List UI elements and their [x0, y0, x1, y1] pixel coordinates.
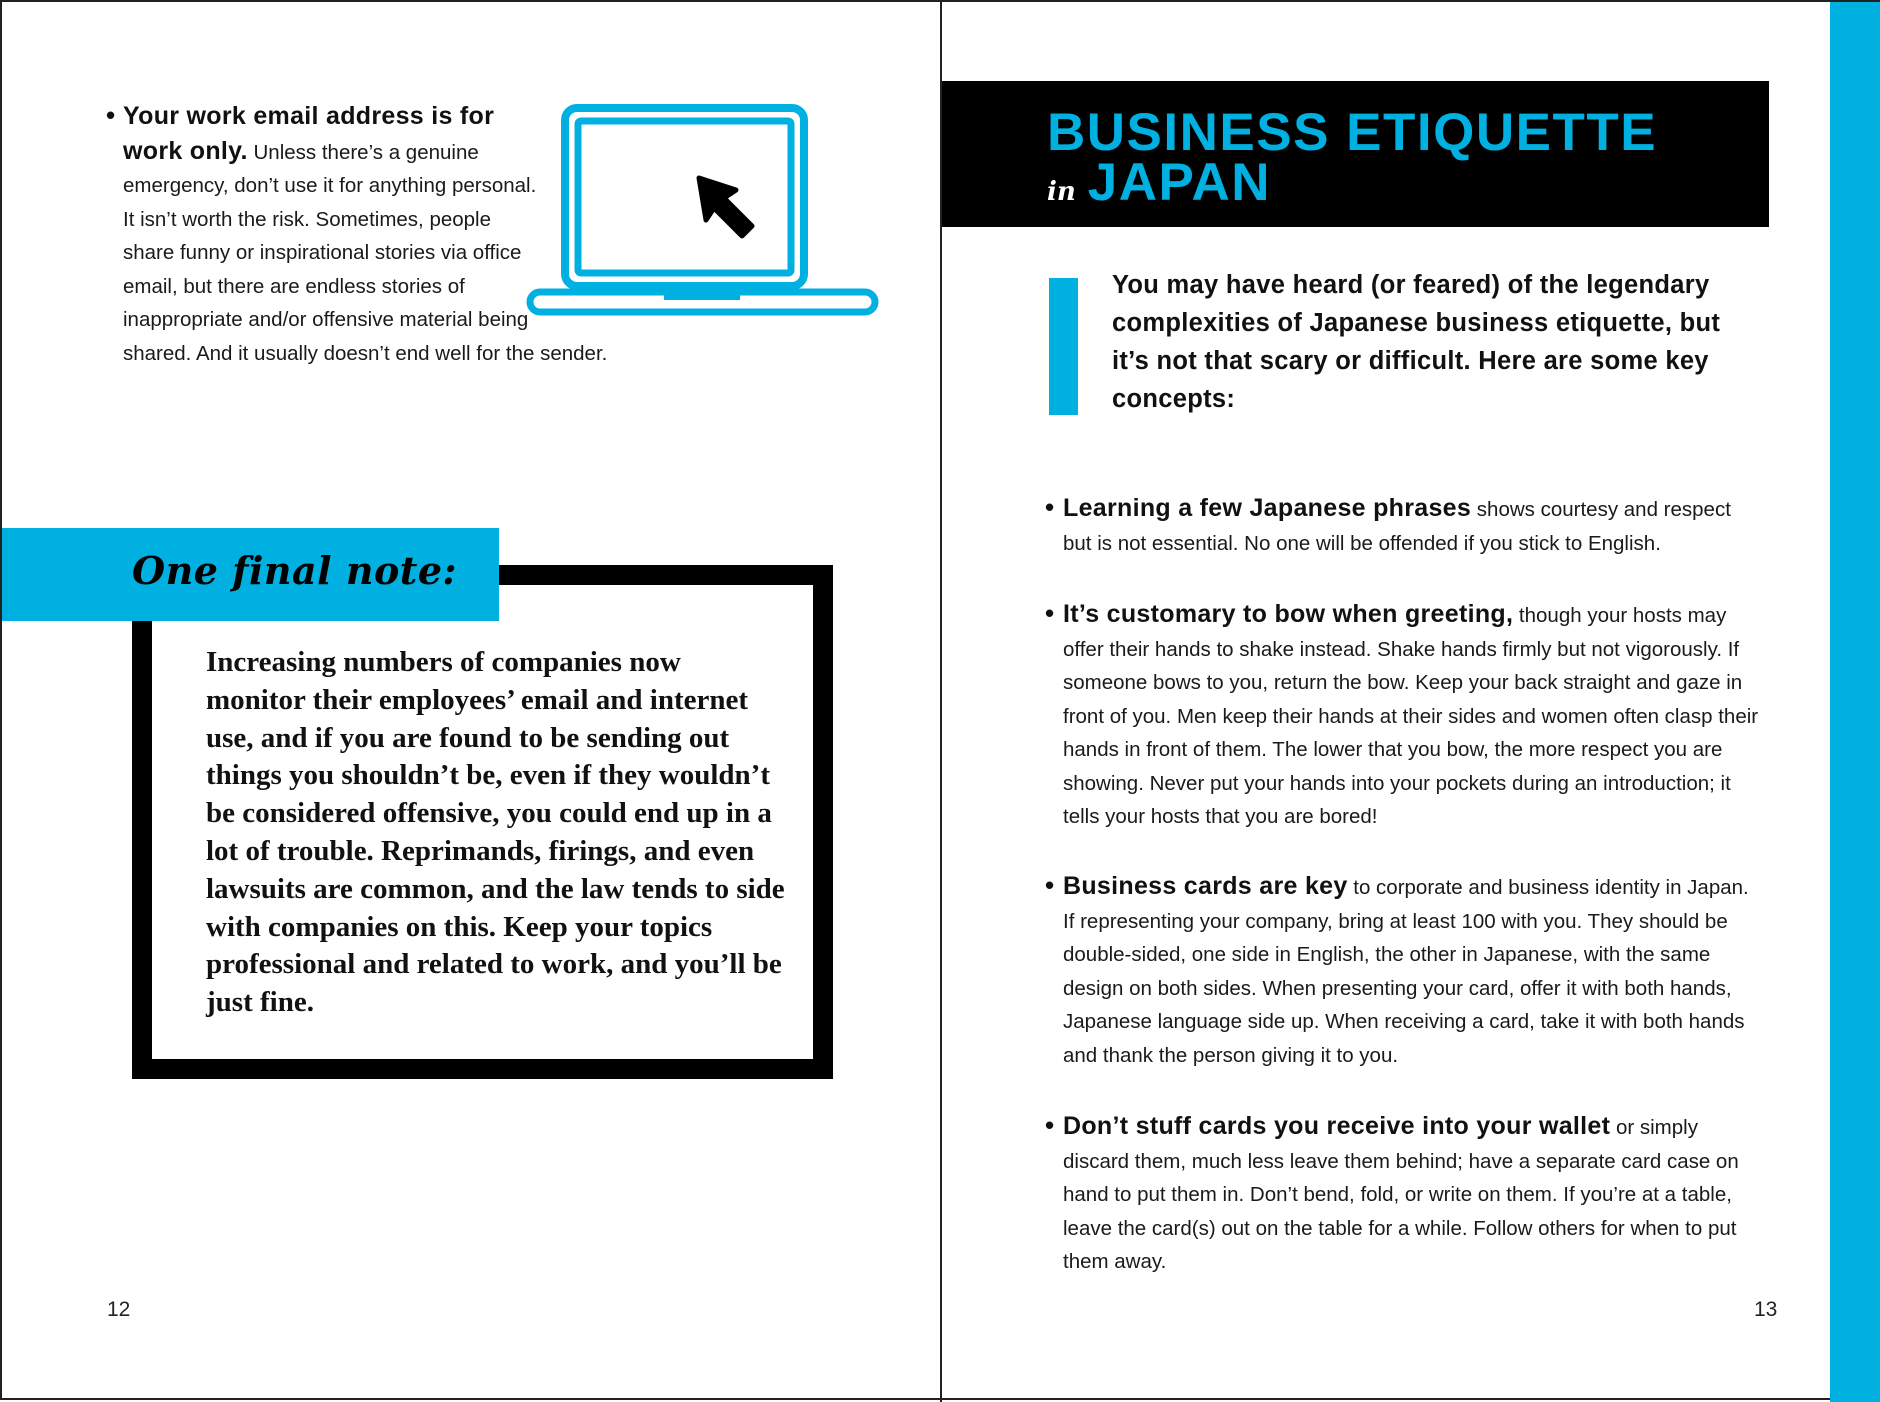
note-heading: One final note: [132, 548, 458, 593]
bullet-dot: • [1045, 1110, 1055, 1140]
list-item-lead: Learning a few Japanese phrases [1063, 494, 1472, 522]
page-title-japan: JAPAN [1087, 153, 1271, 212]
laptop-icon [524, 102, 880, 322]
bullet-dot: • [1045, 492, 1055, 522]
list-item-text: to corporate and business identity in Japan. If representing your company, bring at least 100 with you. They should be double-sided, one side in English, the other in Japanese, with the same design on both sides. When presenting your card, offer it with both hands, Japanese language side up. When receiving a card, take it with both hands and thank the person giving it to you. [1063, 876, 1749, 1067]
right-page [942, 2, 1880, 1402]
page-edge-bar [1830, 2, 1880, 1402]
bullet-dot: • [1045, 870, 1055, 900]
list-item-text: though your hosts may offer their hands to shake instead. Shake hands firmly but not vigorously. If someone bows to you, return the bow. Keep your back straight and gaze in front of you. Men keep their hands at their sides and women often clasp their hands in front of them. The lower that you bow, the more respect you are showing. Never put your hands into your pockets during an introduction; it tells your hosts that you are bored! [1063, 604, 1759, 828]
list-item-lead: It’s customary to bow when greeting, [1063, 600, 1514, 628]
intro-accent-bar [1049, 278, 1078, 415]
list-item-lead: Business cards are key [1063, 872, 1348, 900]
page-title-line1: BUSINESS ETIQUETTE [1047, 103, 1658, 162]
page-number-left: 12 [107, 1298, 131, 1321]
list-item-text: shows courtesy and respect but is not essential. No one will be offended if you stick to English. [1063, 498, 1731, 555]
cursor-arrow-icon [699, 178, 752, 236]
intro-paragraph: You may have heard (or feared) of the legendary complexities of Japanese business etiquette, but it’s not that scary or difficult. Here are some key concepts: [1112, 271, 1721, 413]
note-body: Increasing numbers of companies now monitor their employees’ email and internet use, and if you are found to be sending out things you shouldn’t be, even if they wouldn’t be considered offensive, you could end up in a lot of trouble. Reprimands, firings, and even lawsuits are common, and the law tends to side with companies on this. Keep your topics professional and related to work, and you’ll be just fine. [206, 646, 785, 1019]
page-title-line2 [1047, 152, 1271, 213]
page-title-in: in [1047, 177, 1076, 207]
list-item-lead: Don’t stuff cards you receive into your wallet [1063, 1112, 1611, 1140]
email-bullet-body: Unless there’s a genuine emergency, don’t use it for anything personal. It isn’t worth the risk. Sometimes, people share funny or inspirational stories via office email, but there are endless stories of inappropriate and/or offensive material being shared. And it usually doesn’t end well for the sender. [123, 140, 608, 365]
page-number-right: 13 [1754, 1298, 1778, 1321]
left-page [2, 2, 942, 1402]
list-item-text: or simply discard them, much less leave them behind; have a separate card case on hand to put them in. Don’t bend, fold, or write on them. If you’re at a table, leave the card(s) out on the table for a while. Follow others for when to put them away. [1063, 1116, 1739, 1273]
email-bullet-lead: Your work email address is for work only. [123, 102, 495, 165]
bullet-dot: • [106, 100, 116, 130]
bullet-dot: • [1045, 598, 1055, 628]
